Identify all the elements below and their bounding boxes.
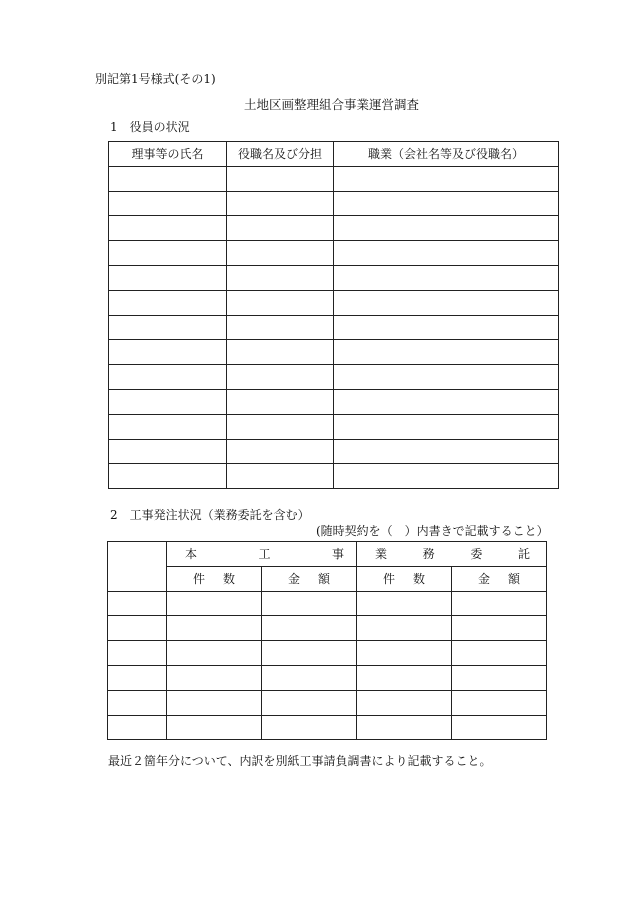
order-row xyxy=(108,591,547,616)
column-header-position: 役職名及び分担 xyxy=(227,142,334,167)
officer-row xyxy=(109,439,559,464)
order-cell[interactable] xyxy=(167,616,262,641)
officer-cell[interactable] xyxy=(334,315,559,340)
order-cell[interactable] xyxy=(452,591,547,616)
officer-cell[interactable] xyxy=(227,439,334,464)
order-cell[interactable] xyxy=(452,690,547,715)
officer-cell[interactable] xyxy=(109,166,227,191)
order-cell[interactable] xyxy=(108,641,167,666)
sub-header-char: 金 xyxy=(478,572,491,587)
officer-cell[interactable] xyxy=(109,265,227,290)
officer-cell[interactable] xyxy=(334,166,559,191)
officer-cell[interactable] xyxy=(227,241,334,266)
sub-header-char: 金 xyxy=(288,572,301,587)
order-cell[interactable] xyxy=(108,715,167,740)
officer-row xyxy=(109,166,559,191)
order-cell[interactable] xyxy=(167,641,262,666)
column-header-occupation: 職業（会社名等及び役職名） xyxy=(334,142,559,167)
sub-header-count xyxy=(167,566,262,591)
officer-row xyxy=(109,191,559,216)
row-label-header xyxy=(108,542,167,592)
officer-cell[interactable] xyxy=(227,265,334,290)
officer-cell[interactable] xyxy=(109,191,227,216)
document-title: 土地区画整理組合事業運営調査 xyxy=(244,97,420,112)
officer-cell[interactable] xyxy=(109,365,227,390)
order-cell[interactable] xyxy=(357,715,452,740)
group-header-construction-char: 本 xyxy=(185,547,198,562)
officer-cell[interactable] xyxy=(227,389,334,414)
officer-row xyxy=(109,365,559,390)
officer-cell[interactable] xyxy=(109,340,227,365)
order-cell[interactable] xyxy=(357,591,452,616)
officer-cell[interactable] xyxy=(109,389,227,414)
sub-header-row xyxy=(108,566,547,591)
order-cell[interactable] xyxy=(262,690,357,715)
section2-note: (随時契約を（ ）内書きで記載すること） xyxy=(316,524,549,538)
order-cell[interactable] xyxy=(108,665,167,690)
order-cell[interactable] xyxy=(452,665,547,690)
column-header-name: 理事等の氏名 xyxy=(109,142,227,167)
officer-cell[interactable] xyxy=(334,464,559,489)
order-row xyxy=(108,641,547,666)
footer-note: 最近２箇年分について、内訳を別紙工事請負調書により記載すること。 xyxy=(108,754,492,768)
sub-header-char: 額 xyxy=(318,572,331,587)
officer-cell[interactable] xyxy=(227,315,334,340)
order-cell[interactable] xyxy=(452,715,547,740)
officer-row xyxy=(109,340,559,365)
sub-header-count xyxy=(357,566,452,591)
order-cell[interactable] xyxy=(262,616,357,641)
order-cell[interactable] xyxy=(108,616,167,641)
officers-table xyxy=(108,141,559,489)
officer-row xyxy=(109,290,559,315)
order-cell[interactable] xyxy=(167,715,262,740)
officer-cell[interactable] xyxy=(227,191,334,216)
order-row xyxy=(108,715,547,740)
officer-cell[interactable] xyxy=(109,290,227,315)
group-header-outsourcing-char: 務 xyxy=(422,547,435,562)
construction-orders-table xyxy=(107,541,547,740)
group-header-row xyxy=(108,542,547,567)
officer-cell[interactable] xyxy=(227,365,334,390)
sub-header-char: 件 xyxy=(383,572,396,587)
officer-row xyxy=(109,265,559,290)
order-cell[interactable] xyxy=(452,641,547,666)
order-row xyxy=(108,616,547,641)
officer-cell[interactable] xyxy=(109,315,227,340)
section2-heading: 2 工事発注状況（業務委託を含む） xyxy=(110,508,310,522)
officers-header-row xyxy=(109,142,559,167)
officer-cell[interactable] xyxy=(109,464,227,489)
order-cell[interactable] xyxy=(357,641,452,666)
officer-cell[interactable] xyxy=(334,365,559,390)
sub-header-char: 額 xyxy=(508,572,521,587)
order-cell[interactable] xyxy=(357,665,452,690)
order-row xyxy=(108,690,547,715)
officer-cell[interactable] xyxy=(109,414,227,439)
order-cell[interactable] xyxy=(357,690,452,715)
group-header-construction-char: 事 xyxy=(332,547,345,562)
officer-row xyxy=(109,414,559,439)
sub-header-char: 数 xyxy=(413,572,426,587)
form-label: 別記第1号様式(その1) xyxy=(95,72,216,86)
officer-row xyxy=(109,464,559,489)
section1-heading: 1 役員の状況 xyxy=(110,120,190,134)
officer-cell[interactable] xyxy=(227,414,334,439)
order-cell[interactable] xyxy=(262,641,357,666)
officer-cell[interactable] xyxy=(334,265,559,290)
order-cell[interactable] xyxy=(262,715,357,740)
officer-cell[interactable] xyxy=(334,389,559,414)
officer-cell[interactable] xyxy=(334,439,559,464)
officer-cell[interactable] xyxy=(334,290,559,315)
group-header-construction xyxy=(167,542,357,567)
officer-cell[interactable] xyxy=(227,166,334,191)
officer-cell[interactable] xyxy=(109,216,227,241)
officer-cell[interactable] xyxy=(109,439,227,464)
officer-cell[interactable] xyxy=(334,241,559,266)
officer-cell[interactable] xyxy=(334,191,559,216)
officer-cell[interactable] xyxy=(227,464,334,489)
group-header-outsourcing xyxy=(357,542,547,567)
group-header-outsourcing-char: 委 xyxy=(470,547,483,562)
officer-cell[interactable] xyxy=(334,414,559,439)
order-cell[interactable] xyxy=(108,690,167,715)
order-cell[interactable] xyxy=(108,591,167,616)
officer-row xyxy=(109,241,559,266)
officer-row xyxy=(109,389,559,414)
order-row xyxy=(108,665,547,690)
order-cell[interactable] xyxy=(357,616,452,641)
officer-cell[interactable] xyxy=(227,290,334,315)
officer-cell[interactable] xyxy=(227,340,334,365)
sub-header-char: 件 xyxy=(193,572,206,587)
order-cell[interactable] xyxy=(262,665,357,690)
order-cell[interactable] xyxy=(262,591,357,616)
order-cell[interactable] xyxy=(452,616,547,641)
officer-cell[interactable] xyxy=(334,216,559,241)
order-cell[interactable] xyxy=(167,591,262,616)
group-header-outsourcing-char: 業 xyxy=(375,547,388,562)
officer-cell[interactable] xyxy=(334,340,559,365)
group-header-outsourcing-char: 託 xyxy=(517,547,530,562)
order-cell[interactable] xyxy=(167,690,262,715)
officer-cell[interactable] xyxy=(109,241,227,266)
officer-row xyxy=(109,315,559,340)
sub-header-amount xyxy=(262,566,357,591)
officer-cell[interactable] xyxy=(227,216,334,241)
order-cell[interactable] xyxy=(167,665,262,690)
group-header-construction-char: 工 xyxy=(258,547,271,562)
officer-row xyxy=(109,216,559,241)
sub-header-amount xyxy=(452,566,547,591)
sub-header-char: 数 xyxy=(222,572,235,587)
